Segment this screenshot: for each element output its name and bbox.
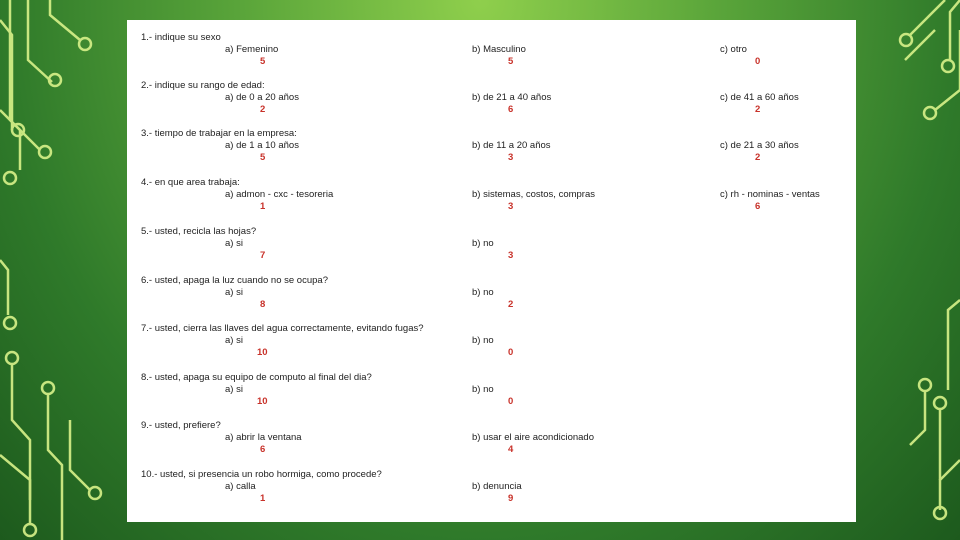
option-count: 1 xyxy=(260,201,266,212)
option-label: c) otro xyxy=(720,44,747,55)
option-count: 5 xyxy=(260,56,266,67)
option-label: b) no xyxy=(472,335,494,346)
survey-results-document xyxy=(127,20,856,522)
question-5 xyxy=(141,226,856,274)
option-count: 1 xyxy=(260,493,266,504)
option-count: 2 xyxy=(508,299,514,310)
option-label: b) no xyxy=(472,238,494,249)
option-count: 0 xyxy=(508,396,514,407)
option-count: 0 xyxy=(755,56,761,67)
option-label: a) de 1 a 10 años xyxy=(225,140,299,151)
question-title: 6.- usted, apaga la luz cuando no se ocupa? xyxy=(141,275,328,286)
option-label: a) si xyxy=(225,335,243,346)
option-label: a) admon - cxc - tesoreria xyxy=(225,189,334,200)
option-label: b) no xyxy=(472,287,494,298)
question-6 xyxy=(141,275,856,323)
option-label: a) si xyxy=(225,238,243,249)
question-8 xyxy=(141,372,856,420)
question-7 xyxy=(141,323,856,371)
option-label: b) de 21 a 40 años xyxy=(472,92,552,103)
option-count: 3 xyxy=(508,201,514,212)
option-count: 2 xyxy=(260,104,266,115)
question-title: 5.- usted, recicla las hojas? xyxy=(141,226,257,237)
option-count: 8 xyxy=(260,299,266,310)
option-count: 6 xyxy=(508,104,514,115)
question-2 xyxy=(141,80,856,128)
question-title: 1.- indique su sexo xyxy=(141,32,221,43)
option-count: 2 xyxy=(755,104,761,115)
question-title: 2.- indique su rango de edad: xyxy=(141,80,265,91)
option-count: 6 xyxy=(260,444,266,455)
question-title: 4.- en que area trabaja: xyxy=(141,177,240,188)
question-1 xyxy=(141,32,856,80)
question-title: 7.- usted, cierra las llaves del agua correctamente, evitando fugas? xyxy=(141,323,424,334)
option-count: 3 xyxy=(508,250,514,261)
question-title: 9.- usted, prefiere? xyxy=(141,420,221,431)
option-label: a) calla xyxy=(225,481,256,492)
option-count: 3 xyxy=(508,152,514,163)
option-count: 2 xyxy=(755,152,761,163)
question-9 xyxy=(141,420,856,468)
option-count: 10 xyxy=(257,347,268,358)
option-label: b) usar el aire acondicionado xyxy=(472,432,594,443)
option-label: a) de 0 a 20 años xyxy=(225,92,299,103)
question-3 xyxy=(141,128,856,176)
option-label: a) abrir la ventana xyxy=(225,432,302,443)
option-label: a) si xyxy=(225,287,243,298)
option-label: b) sistemas, costos, compras xyxy=(472,189,596,200)
question-title: 8.- usted, apaga su equipo de computo al final del dia? xyxy=(141,372,372,383)
question-title: 3.- tiempo de trabajar en la empresa: xyxy=(141,128,297,139)
question-title: 10.- usted, si presencia un robo hormiga, como procede? xyxy=(141,469,382,480)
option-label: a) si xyxy=(225,384,243,395)
option-count: 9 xyxy=(508,493,514,504)
option-label: a) Femenino xyxy=(225,44,279,55)
option-count: 5 xyxy=(508,56,514,67)
option-count: 4 xyxy=(508,444,514,455)
option-count: 7 xyxy=(260,250,266,261)
option-count: 5 xyxy=(260,152,266,163)
circuit-decoration-left xyxy=(0,0,130,540)
option-label: c) rh - nominas - ventas xyxy=(720,189,820,200)
option-label: b) no xyxy=(472,384,494,395)
option-label: b) denuncia xyxy=(472,481,522,492)
question-4 xyxy=(141,177,856,225)
option-count: 6 xyxy=(755,201,761,212)
option-label: b) Masculino xyxy=(472,44,526,55)
option-label: b) de 11 a 20 años xyxy=(472,140,551,151)
option-label: c) de 41 a 60 años xyxy=(720,92,799,103)
option-count: 0 xyxy=(508,347,514,358)
option-label: c) de 21 a 30 años xyxy=(720,140,799,151)
question-10 xyxy=(141,469,856,517)
option-count: 10 xyxy=(257,396,268,407)
